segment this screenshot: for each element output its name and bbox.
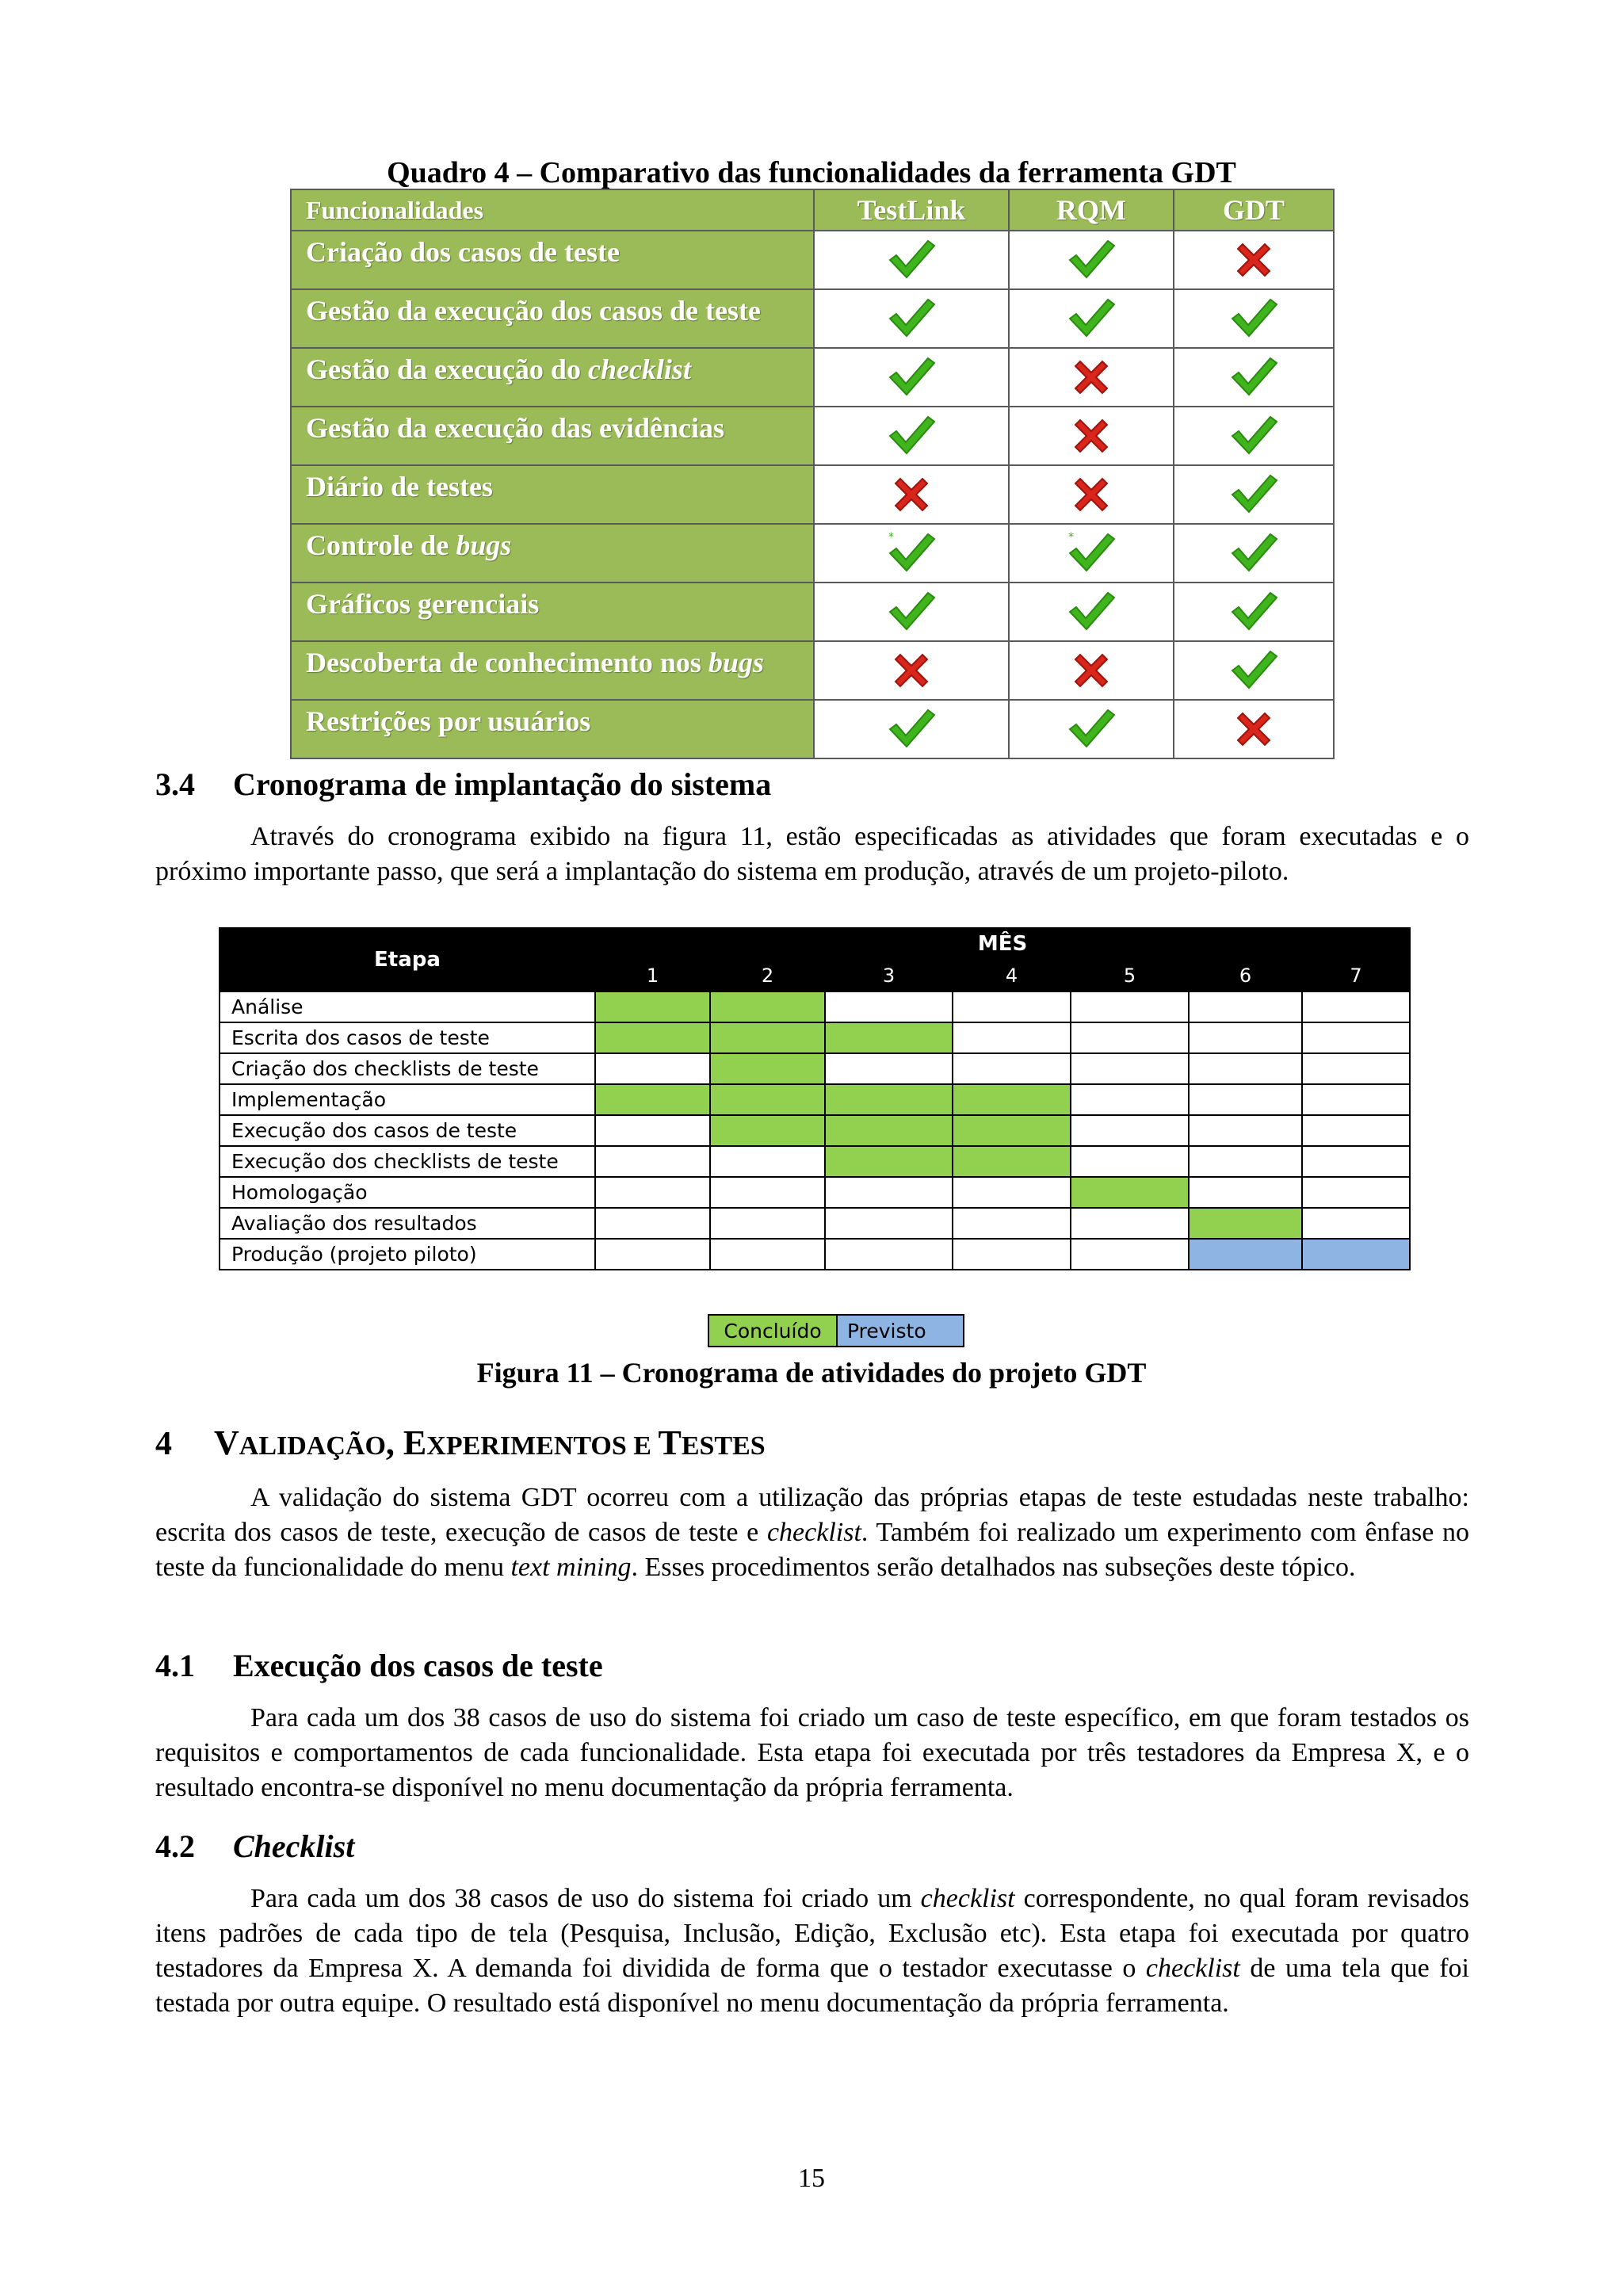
section-title: Execução dos casos de teste — [233, 1648, 603, 1683]
header-testlink: TestLink — [814, 189, 1009, 231]
stage-label: Execução dos casos de teste — [220, 1115, 595, 1146]
cell-done — [595, 1022, 710, 1053]
cell-empty — [595, 1115, 710, 1146]
cell-done — [825, 1084, 953, 1115]
rqm-check-icon — [1009, 700, 1174, 758]
testlink-check-icon — [814, 289, 1009, 348]
section-4-2-heading — [155, 1828, 354, 1866]
table-row — [291, 641, 1334, 700]
table-row — [291, 700, 1334, 758]
table-row — [220, 1177, 1410, 1208]
stage-header: Etapa — [220, 928, 595, 991]
table-row — [291, 583, 1334, 641]
functionality-label: Restrições por usuários — [291, 700, 814, 758]
table-row — [220, 1239, 1410, 1270]
functionality-comparison-table — [290, 189, 1335, 759]
cell-done — [953, 1115, 1071, 1146]
table-row — [220, 1115, 1410, 1146]
cell-empty — [1189, 1177, 1302, 1208]
cell-done — [1189, 1208, 1302, 1239]
gdt-check-icon — [1174, 348, 1334, 407]
paragraph-text: Para cada um dos 38 casos de uso do sistema foi criado um caso de teste específico, em que foram testados os requisitos e comportamentos de cada funcionalidade. Esta etapa foi executada por três testadores da Empresa X, e o resultado encontra-se disponível no menu documentação da própria ferramenta. — [155, 1703, 1469, 1802]
stage-label: Avaliação dos resultados — [220, 1208, 595, 1239]
cell-empty — [953, 1208, 1071, 1239]
cell-empty — [1071, 1084, 1189, 1115]
gdt-check-icon — [1174, 289, 1334, 348]
cell-empty — [1071, 1239, 1189, 1270]
stage-label: Análise — [220, 991, 595, 1022]
cell-done — [710, 1053, 825, 1084]
cell-empty — [1189, 1115, 1302, 1146]
cell-empty — [595, 1208, 710, 1239]
cell-empty — [1302, 991, 1410, 1022]
cell-empty — [825, 1208, 953, 1239]
cell-empty — [710, 1177, 825, 1208]
stage-label: Criação dos checklists de teste — [220, 1053, 595, 1084]
cell-empty — [710, 1146, 825, 1177]
section-4-1-paragraph — [155, 1701, 1469, 1805]
section-number: 4 — [155, 1426, 172, 1462]
testlink-cross-icon — [814, 465, 1009, 524]
table-row — [291, 231, 1334, 289]
cell-empty — [1302, 1084, 1410, 1115]
stage-label: Produção (projeto piloto) — [220, 1239, 595, 1270]
rqm-check-icon — [1009, 524, 1174, 583]
quadro-title: Quadro 4 – Comparativo das funcionalidades da ferramenta GDT — [387, 156, 1236, 189]
cronograma-chart — [219, 927, 1409, 1270]
testlink-check-icon — [814, 700, 1009, 758]
section-title: Cronograma de implantação do sistema — [233, 766, 772, 802]
month-header: MÊS — [595, 928, 1410, 960]
section-number: 4.1 — [155, 1648, 195, 1683]
header-rqm: RQM — [1009, 189, 1174, 231]
table-row — [220, 1022, 1410, 1053]
cell-done — [710, 1115, 825, 1146]
rqm-cross-icon — [1009, 407, 1174, 465]
cell-empty — [595, 1146, 710, 1177]
cell-done — [710, 991, 825, 1022]
cell-empty — [595, 1177, 710, 1208]
functionality-label: Gestão da execução dos casos de teste — [291, 289, 814, 348]
cell-empty — [825, 1053, 953, 1084]
gdt-check-icon — [1174, 524, 1334, 583]
cell-empty — [1302, 1115, 1410, 1146]
cell-empty — [953, 1022, 1071, 1053]
testlink-check-icon — [814, 524, 1009, 583]
rqm-check-icon — [1009, 583, 1174, 641]
cell-empty — [953, 1053, 1071, 1084]
legend-done: Concluído — [709, 1316, 838, 1346]
cell-empty — [1302, 1022, 1410, 1053]
functionality-label: Gráficos gerenciais — [291, 583, 814, 641]
functionality-label: Criação dos casos de teste — [291, 231, 814, 289]
legend-planned: Previsto — [838, 1316, 963, 1346]
cell-empty — [953, 1239, 1071, 1270]
table-row — [220, 1084, 1410, 1115]
stage-label: Implementação — [220, 1084, 595, 1115]
testlink-check-icon — [814, 231, 1009, 289]
section-4-heading: 4 VALIDAÇÃO, EXPERIMENTOS E TESTES — [155, 1423, 766, 1462]
table-row — [220, 1053, 1410, 1084]
cell-done — [710, 1022, 825, 1053]
testlink-check-icon — [814, 583, 1009, 641]
cell-done — [825, 1146, 953, 1177]
functionality-label: Controle de bugs — [291, 524, 814, 583]
table-row — [291, 524, 1334, 583]
cell-empty — [595, 1239, 710, 1270]
cell-done — [595, 1084, 710, 1115]
cell-empty — [1302, 1208, 1410, 1239]
cell-done — [710, 1084, 825, 1115]
section-number: 3.4 — [155, 766, 195, 802]
cell-empty — [1302, 1177, 1410, 1208]
cell-empty — [825, 991, 953, 1022]
cell-empty — [710, 1208, 825, 1239]
svg-text:*: * — [1068, 531, 1074, 544]
section-4-paragraph: A validação do sistema GDT ocorreu com a utilização das próprias etapas de teste estudadas neste trabalho: escrita dos casos de teste, execução de casos de teste e checklist. Também foi realizado um experimento com ênfase no teste da funcionalidade do menu text mining. Esses procedimentos serão detalhados nas subseções deste tópico. — [155, 1483, 1469, 1582]
cell-empty — [825, 1239, 953, 1270]
cell-done — [825, 1022, 953, 1053]
cell-done — [595, 991, 710, 1022]
rqm-cross-icon — [1009, 641, 1174, 700]
section-4-2-paragraph: Para cada um dos 38 casos de uso do sistema foi criado um checklist correspondente, no qual foram revisados itens padrões de cada tipo de tela (Pesquisa, Inclusão, Edição, Exclusão etc). Esta etapa foi executada por quatro testadores da Empresa X. A demanda foi dividida de forma que o testador executasse o checklist de uma tela que foi testada por outra equipe. O resultado está disponível no menu documentação da própria ferramenta. — [155, 1884, 1469, 2018]
month-number: 6 — [1189, 960, 1302, 991]
cell-planned — [1302, 1239, 1410, 1270]
gdt-check-icon — [1174, 407, 1334, 465]
rqm-check-icon — [1009, 231, 1174, 289]
cell-empty — [953, 1177, 1071, 1208]
section-3-4-paragraph — [155, 819, 1469, 889]
month-number: 2 — [710, 960, 825, 991]
section-4-1-heading — [155, 1647, 603, 1685]
cronograma-table — [219, 927, 1411, 1270]
header-gdt: GDT — [1174, 189, 1334, 231]
cell-empty — [1071, 1115, 1189, 1146]
cell-empty — [1071, 1022, 1189, 1053]
rqm-cross-icon — [1009, 465, 1174, 524]
functionality-label: Descoberta de conhecimento nos bugs — [291, 641, 814, 700]
cell-done — [1071, 1177, 1189, 1208]
month-number: 4 — [953, 960, 1071, 991]
cell-empty — [1071, 1053, 1189, 1084]
table-row — [291, 348, 1334, 407]
stage-label: Execução dos checklists de teste — [220, 1146, 595, 1177]
table-row — [220, 991, 1410, 1022]
testlink-check-icon — [814, 407, 1009, 465]
cell-empty — [1302, 1146, 1410, 1177]
gdt-cross-icon — [1174, 231, 1334, 289]
cell-empty — [1189, 991, 1302, 1022]
cell-done — [953, 1146, 1071, 1177]
rqm-cross-icon — [1009, 348, 1174, 407]
month-number: 3 — [825, 960, 953, 991]
section-number: 4.2 — [155, 1828, 195, 1864]
cell-empty — [1302, 1053, 1410, 1084]
cell-done — [953, 1084, 1071, 1115]
stage-label: Escrita dos casos de teste — [220, 1022, 595, 1053]
header-funcionalidades: Funcionalidades — [291, 189, 814, 231]
figure-caption: Figura 11 – Cronograma de atividades do projeto GDT — [476, 1357, 1147, 1389]
cell-empty — [595, 1053, 710, 1084]
month-number: 1 — [595, 960, 710, 991]
functionality-label: Gestão da execução das evidências — [291, 407, 814, 465]
cell-empty — [1071, 1208, 1189, 1239]
page-number: 15 — [798, 2164, 825, 2193]
cell-empty — [1189, 1053, 1302, 1084]
cell-empty — [1071, 991, 1189, 1022]
table-row — [220, 1146, 1410, 1177]
functionality-label: Gestão da execução do checklist — [291, 348, 814, 407]
gdt-cross-icon — [1174, 700, 1334, 758]
month-number: 7 — [1302, 960, 1410, 991]
table-row — [291, 407, 1334, 465]
functionality-label: Diário de testes — [291, 465, 814, 524]
rqm-check-icon — [1009, 289, 1174, 348]
paragraph-text: Através do cronograma exibido na figura 11, estão especificadas as atividades que foram executadas e o próximo importante passo, que será a implantação do sistema em produção, através de um projeto-piloto. — [155, 822, 1469, 886]
table-row — [291, 465, 1334, 524]
gdt-check-icon — [1174, 465, 1334, 524]
section-3-4-heading — [155, 766, 771, 804]
cell-empty — [825, 1177, 953, 1208]
month-number: 5 — [1071, 960, 1189, 991]
cell-empty — [953, 991, 1071, 1022]
section-title: Checklist — [233, 1828, 355, 1864]
cell-empty — [1071, 1146, 1189, 1177]
cell-planned — [1189, 1239, 1302, 1270]
cell-empty — [1189, 1146, 1302, 1177]
cell-done — [825, 1115, 953, 1146]
cell-empty — [1189, 1022, 1302, 1053]
cell-empty — [1189, 1084, 1302, 1115]
table-row — [220, 1208, 1410, 1239]
table-row — [291, 289, 1334, 348]
testlink-cross-icon — [814, 641, 1009, 700]
table-header-row — [291, 189, 1334, 231]
gdt-check-icon — [1174, 641, 1334, 700]
svg-text:*: * — [888, 531, 894, 544]
stage-label: Homologação — [220, 1177, 595, 1208]
cronograma-legend — [708, 1314, 964, 1347]
cell-empty — [710, 1239, 825, 1270]
gdt-check-icon — [1174, 583, 1334, 641]
testlink-check-icon — [814, 348, 1009, 407]
